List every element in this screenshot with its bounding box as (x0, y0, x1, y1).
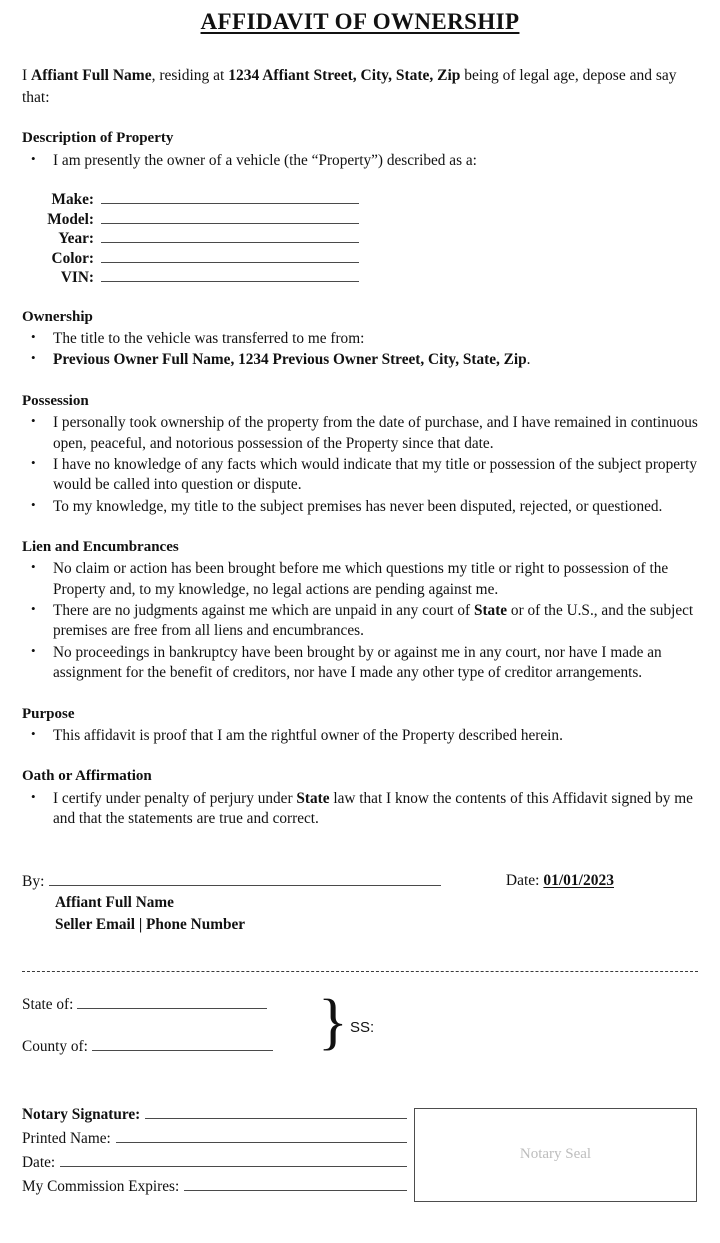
signature-date-label: Date: (505, 871, 540, 889)
intro-lead: I (22, 67, 32, 85)
curly-brace-icon: } (318, 987, 348, 1056)
vehicle-field-make-input[interactable] (101, 189, 359, 204)
signature-date-value[interactable]: 01/01/2023 (543, 871, 614, 889)
intro-mid: , residing at (151, 67, 229, 85)
oath-bullet-list (22, 789, 698, 830)
section-heading-purpose: Purpose (22, 705, 75, 722)
county-of-label: County of: (22, 1037, 88, 1055)
notary-signature-label: Notary Signature: (22, 1105, 141, 1123)
section-heading-oath: Oath or Affirmation (22, 768, 152, 785)
section-heading-description: Description of Property (22, 130, 174, 147)
venue-row-county (22, 1037, 698, 1079)
signature-by-label: By: (22, 872, 45, 890)
oath-post: law that I know the contents of this Affidavit signed by me and that the statements are true and correct. (53, 789, 693, 828)
list-item (22, 350, 698, 370)
notary-block (22, 1104, 698, 1214)
vehicle-field-vin-label: VIN: (60, 269, 94, 287)
vehicle-field-vin-input[interactable] (101, 267, 359, 282)
list-item (22, 789, 698, 830)
notary-seal-placeholder: Notary Seal (519, 1146, 592, 1163)
notary-commission-row (22, 1176, 407, 1200)
vehicle-field-year-label: Year: (58, 230, 94, 248)
notary-commission-label: My Commission Expires: (22, 1177, 180, 1195)
vehicle-field-color-label: Color: (51, 249, 94, 267)
notary-printed-name-input[interactable] (116, 1128, 407, 1143)
list-item: • I have no knowledge of any facts which would indicate that my title or possession of the subject property would be called into question or dispute. (22, 455, 698, 496)
state-of-input[interactable] (77, 995, 267, 1009)
list-item: • To my knowledge, my title to the subject premises has never been disputed, rejected, or questioned. (22, 497, 698, 517)
list-item: • No claim or action has been brought before me which questions my title or right to possession of the Property and, to my knowledge, no legal actions are pending against me. (22, 559, 698, 600)
oath-pre: I certify under penalty of perjury under (53, 789, 297, 807)
page-title (22, 0, 698, 35)
vehicle-field-color-input[interactable] (101, 248, 359, 263)
section-heading-lien: Lien and Encumbrances (22, 538, 179, 555)
vehicle-field-model-input[interactable] (101, 209, 359, 224)
notary-date-row (22, 1152, 407, 1176)
ss-label: SS: (350, 1018, 375, 1036)
vehicle-field-model-label: Model: (47, 210, 94, 228)
vehicle-field-model (22, 209, 698, 229)
page-title-text: AFFIDAVIT OF OWNERSHIP (200, 9, 520, 34)
possession-bullet-list (22, 413, 698, 517)
list-item: • I personally took ownership of the property from the date of purchase, and I have remained in continuous open, peaceful, and notorious possession of the Property since that date. (22, 413, 698, 454)
affiant-address: 1234 Affiant Street, City, State, Zip (228, 67, 461, 85)
vehicle-field-color (22, 248, 698, 268)
intro-paragraph (22, 65, 698, 108)
section-heading-possession: Possession (22, 392, 89, 409)
notary-printed-name-label: Printed Name: (22, 1129, 111, 1147)
notary-date-label: Date: (22, 1153, 56, 1171)
intro-tail: being of legal age, depose and say that: (22, 67, 677, 106)
signature-date (506, 872, 614, 890)
oath-state-token: State (296, 789, 330, 807)
description-bullet-list (22, 151, 698, 171)
previous-owner-details: Previous Owner Full Name, 1234 Previous Owner Street, City, State, Zip (53, 351, 527, 369)
vehicle-field-make-label: Make: (51, 191, 94, 209)
list-item: • No proceedings in bankruptcy have been brought by or against me in any court, nor have I made an assignment for the benefit of creditors, nor have I made any other type of creditor arrangements. (22, 643, 698, 684)
affiant-name: Affiant Full Name (31, 67, 152, 85)
signature-input[interactable] (49, 872, 441, 886)
previous-owner-period: . (526, 351, 531, 369)
section-heading-ownership: Ownership (22, 308, 93, 325)
vehicle-field-make (22, 189, 698, 209)
lien-bullet2-post: or of the U.S., and the subject premises are free from all liens and encumbrances. (53, 602, 694, 640)
notary-seal-box (414, 1108, 697, 1202)
notary-date-input[interactable] (60, 1152, 407, 1167)
vehicle-fields (22, 189, 698, 287)
vehicle-field-year (22, 228, 698, 248)
signature-block (22, 872, 698, 946)
signer-contact: Seller Email | Phone Number (55, 915, 246, 933)
vehicle-field-year-input[interactable] (101, 228, 359, 243)
lien-bullet-list (22, 559, 698, 683)
notary-signature-input[interactable] (145, 1104, 407, 1119)
list-item: • The title to the vehicle was transferred to me from: (22, 329, 698, 349)
signer-name: Affiant Full Name (55, 893, 174, 911)
list-item: • I am presently the owner of a vehicle (the “Property”) described as a: (22, 151, 698, 171)
purpose-bullet-list (22, 726, 698, 746)
county-of-input[interactable] (92, 1037, 273, 1051)
notary-signature-row (22, 1104, 407, 1128)
state-of-label: State of: (22, 995, 74, 1013)
lien-bullet2-pre: There are no judgments against me which are unpaid in any court of (53, 602, 474, 620)
ownership-bullet-list (22, 329, 698, 371)
vehicle-field-vin (22, 267, 698, 287)
notary-fields (22, 1104, 407, 1200)
list-item (22, 601, 698, 642)
venue-block (22, 987, 698, 1079)
section-divider (22, 971, 698, 972)
list-item: • This affidavit is proof that I am the rightful owner of the Property described herein. (22, 726, 698, 746)
lien-state-token: State (473, 602, 508, 620)
notary-commission-input[interactable] (184, 1176, 407, 1191)
notary-printed-name-row (22, 1128, 407, 1152)
